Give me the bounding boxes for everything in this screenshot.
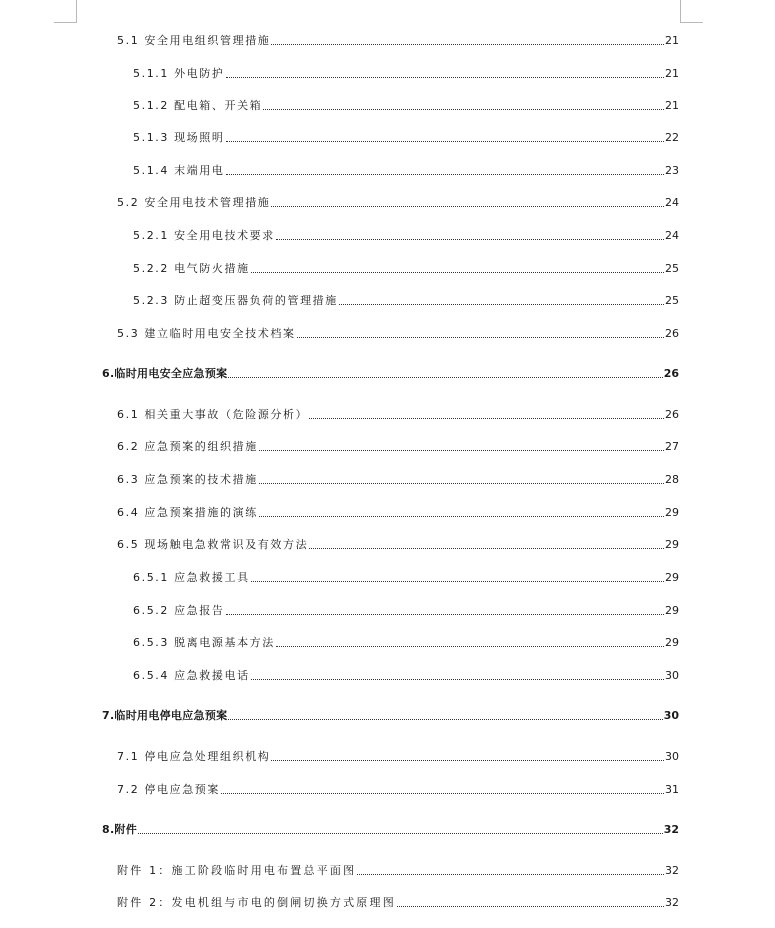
toc-entry-label: 6.5 现场触电急救常识及有效方法 xyxy=(117,538,309,551)
toc-entry-6-1[interactable] xyxy=(117,408,679,422)
toc-entry-label: 5.1.3 现场照明 xyxy=(133,131,225,144)
toc-entry-label: 7.2 停电应急预案 xyxy=(117,783,220,796)
toc-entry-page: 30 xyxy=(665,669,679,682)
toc-entry-5-2-3[interactable] xyxy=(133,294,679,308)
toc-entry-6-5[interactable] xyxy=(117,538,679,552)
toc-entry-label: 附件 2：发电机组与市电的倒闸切换方式原理图 xyxy=(117,896,396,909)
toc-entry-page: 30 xyxy=(663,709,679,722)
toc-entry-label: 6.2 应急预案的组织措施 xyxy=(117,440,258,453)
toc-entry-6-5-4[interactable] xyxy=(133,669,679,683)
toc-entry-label: 6.4 应急预案措施的演练 xyxy=(117,506,258,519)
toc-dot-leader xyxy=(297,337,664,338)
toc-entry-page: 27 xyxy=(665,440,679,453)
toc-entry-label: 5.2.2 电气防火措施 xyxy=(133,262,250,275)
toc-entry-page: 32 xyxy=(665,896,679,909)
toc-entry-label: 7.1 停电应急处理组织机构 xyxy=(117,750,271,763)
toc-dot-leader xyxy=(251,272,664,273)
toc-entry-8[interactable] xyxy=(102,823,679,837)
toc-dot-leader xyxy=(263,109,664,110)
toc-entry-page: 29 xyxy=(665,506,679,519)
toc-entry-6-5-2[interactable] xyxy=(133,604,679,618)
toc-entry-page: 21 xyxy=(665,67,679,80)
toc-entry-page: 26 xyxy=(665,327,679,340)
toc-entry-page: 21 xyxy=(665,99,679,112)
toc-dot-leader xyxy=(226,174,665,175)
toc-dot-leader xyxy=(259,516,664,517)
toc-entry-5-1-1[interactable] xyxy=(133,67,679,81)
toc-entry-5-2-2[interactable] xyxy=(133,262,679,276)
toc-dot-leader xyxy=(251,679,664,680)
toc-entry-page: 21 xyxy=(665,34,679,47)
toc-entry-page: 24 xyxy=(665,196,679,209)
toc-dot-leader xyxy=(271,206,664,207)
toc-entry-5-3[interactable] xyxy=(117,327,679,341)
toc-dot-leader xyxy=(397,906,664,907)
toc-entry-6-5-3[interactable] xyxy=(133,636,679,650)
toc-entry-6[interactable] xyxy=(102,367,679,381)
toc-entry-page: 23 xyxy=(665,164,679,177)
toc-dot-leader xyxy=(228,377,662,378)
toc-entry-page: 29 xyxy=(665,538,679,551)
toc-entry-page: 26 xyxy=(665,408,679,421)
toc-entry-page: 26 xyxy=(663,367,679,380)
toc-entry-label: 6.5.3 脱离电源基本方法 xyxy=(133,636,275,649)
toc-entry-label: 5.1.4 末端用电 xyxy=(133,164,225,177)
toc-entry-5-1-2[interactable] xyxy=(133,99,679,113)
toc-entry-5-2-1[interactable] xyxy=(133,229,679,243)
toc-entry-page: 32 xyxy=(663,823,679,836)
toc-entry-label: 附件 1：施工阶段临时用电布置总平面图 xyxy=(117,864,357,877)
toc-entry-5-1-3[interactable] xyxy=(133,131,679,145)
toc-entry-page: 22 xyxy=(665,131,679,144)
toc-dot-leader xyxy=(259,483,664,484)
toc-entry-label: 7.临时用电停电应急预案 xyxy=(102,709,228,722)
toc-entry-label: 5.1.1 外电防护 xyxy=(133,67,225,80)
toc-entry-label: 6.5.2 应急报告 xyxy=(133,604,225,617)
toc-dot-leader xyxy=(221,793,664,794)
toc-dot-leader xyxy=(309,418,664,419)
toc-entry-label: 5.1 安全用电组织管理措施 xyxy=(117,34,271,47)
toc-entry-label: 6.5.4 应急救援电话 xyxy=(133,669,250,682)
toc-entry-label: 5.2.1 安全用电技术要求 xyxy=(133,229,275,242)
toc-entry-appendix-2[interactable] xyxy=(117,896,679,910)
toc-dot-leader xyxy=(339,304,664,305)
toc-entry-label: 6.5.1 应急救援工具 xyxy=(133,571,250,584)
toc-entry-label: 5.2.3 防止超变压器负荷的管理措施 xyxy=(133,294,338,307)
toc-entry-label: 6.临时用电安全应急预案 xyxy=(102,367,228,380)
toc-entry-label: 8.附件 xyxy=(102,823,138,836)
toc-entry-page: 25 xyxy=(665,262,679,275)
toc-dot-leader xyxy=(138,833,663,834)
toc-entry-5-2[interactable] xyxy=(117,196,679,210)
toc-entry-7-2[interactable] xyxy=(117,783,679,797)
toc-dot-leader xyxy=(276,239,664,240)
toc-entry-page: 24 xyxy=(665,229,679,242)
toc-entry-label: 5.1.2 配电箱、开关箱 xyxy=(133,99,263,112)
toc-entry-label: 5.2 安全用电技术管理措施 xyxy=(117,196,271,209)
toc-entry-page: 28 xyxy=(665,473,679,486)
toc-entry-page: 29 xyxy=(665,604,679,617)
toc-entry-7[interactable] xyxy=(102,709,679,723)
toc-dot-leader xyxy=(309,548,664,549)
toc-entry-label: 6.1 相关重大事故（危险源分析） xyxy=(117,408,309,421)
toc-entry-page: 32 xyxy=(665,864,679,877)
toc-entry-6-4[interactable] xyxy=(117,506,679,520)
toc-entry-6-5-1[interactable] xyxy=(133,571,679,585)
toc-dot-leader xyxy=(276,646,664,647)
toc-dot-leader xyxy=(271,760,664,761)
toc-dot-leader xyxy=(226,614,665,615)
toc-entry-page: 25 xyxy=(665,294,679,307)
toc-dot-leader xyxy=(228,719,662,720)
toc-entry-5-1-4[interactable] xyxy=(133,164,679,178)
toc-dot-leader xyxy=(226,77,665,78)
toc-entry-label: 6.3 应急预案的技术措施 xyxy=(117,473,258,486)
toc-entry-page: 31 xyxy=(665,783,679,796)
toc-entry-page: 29 xyxy=(665,636,679,649)
toc-entry-page: 30 xyxy=(665,750,679,763)
toc-dot-leader xyxy=(259,450,664,451)
toc-entry-7-1[interactable] xyxy=(117,750,679,764)
toc-entry-page: 29 xyxy=(665,571,679,584)
toc-dot-leader xyxy=(251,581,664,582)
toc-entry-label: 5.3 建立临时用电安全技术档案 xyxy=(117,327,296,340)
toc-dot-leader xyxy=(271,44,664,45)
toc-entry-appendix-1[interactable] xyxy=(117,864,679,878)
toc-entry-5-1[interactable] xyxy=(117,34,679,48)
toc-entry-6-2[interactable] xyxy=(117,440,679,454)
toc-dot-leader xyxy=(357,874,664,875)
toc-dot-leader xyxy=(226,141,665,142)
toc-entry-6-3[interactable] xyxy=(117,473,679,487)
